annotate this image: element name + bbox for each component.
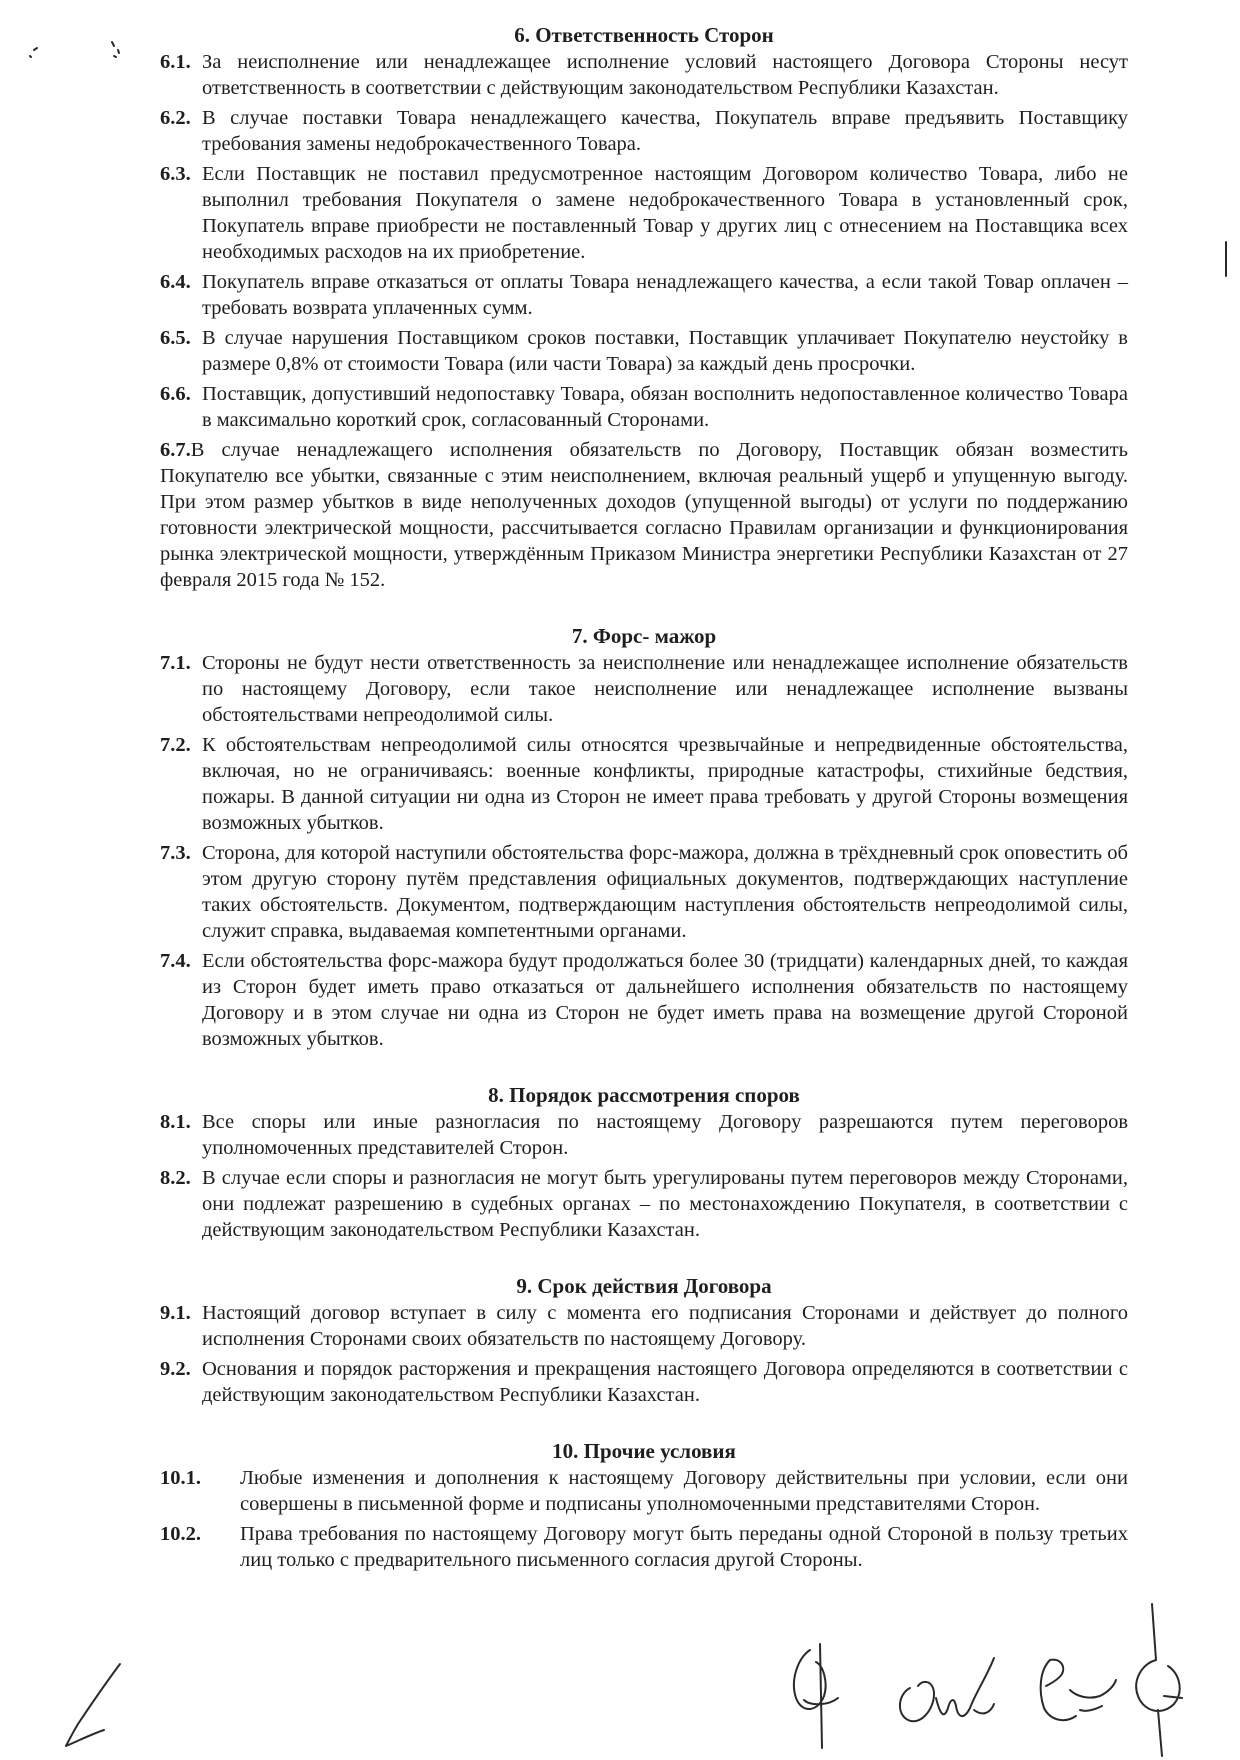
signature-initials-1 (780, 1640, 860, 1750)
clause-text: Покупатель вправе отказаться от оплаты Товара ненадлежащего качества, а если такой Товар оплачен – требовать возврата уплаченных сумм. (202, 271, 1128, 319)
clause-text: Права требования по настоящему Договору могут быть переданы одной Стороной в пользу третьих лиц только с предварительного письменного согласия другой Стороны. (240, 1523, 1128, 1571)
clause-number: 10.2. (160, 1523, 201, 1545)
clause-6-1 (160, 49, 1128, 101)
clause-text: Сторона, для которой наступили обстоятельства форс-мажора, должна в трёхдневный срок оповестить об этом другую сторону путём представления официальных документов, подтверждающих наступление таких обстоятельств. Документом, подтверждающим наступления обстоятельств непреодолимой силы, служит справка, выдаваемая компетентными органами. (202, 842, 1128, 942)
clause-number: 6.6. (160, 383, 191, 405)
contract-body (160, 22, 1128, 1573)
clause-number: 7.4. (160, 950, 191, 972)
clause-number: 9.2. (160, 1358, 191, 1380)
section-8-title: 8. Порядок рассмотрения споров (488, 1083, 800, 1107)
section-8 (160, 1082, 1128, 1243)
section-9 (160, 1273, 1128, 1408)
clause-number: 6.7. (160, 439, 191, 461)
clause-text: Все споры или иные разногласия по настоящему Договору разрешаются путем переговоров уполномоченных представителей Сторон. (202, 1111, 1128, 1159)
clause-10-1 (160, 1465, 1128, 1517)
clause-text: Любые изменения и дополнения к настоящему Договору действительны при условии, если они совершены в письменной форме и подписаны уполномоченными представителями Сторон. (240, 1467, 1128, 1515)
clause-7-2 (160, 732, 1128, 836)
clause-number: 6.5. (160, 327, 191, 349)
clause-number: 10.1. (160, 1467, 201, 1489)
clause-8-1 (160, 1109, 1128, 1161)
clause-7-4 (160, 948, 1128, 1052)
clause-text: Стороны не будут нести ответственность за неисполнение или ненадлежащее исполнение обязательств по настоящему Договору, если такое неисполнение или ненадлежащее исполнение вызваны обстоятельствами непреодолимой силы. (202, 652, 1128, 726)
scan-specks (28, 36, 128, 76)
clause-number: 8.2. (160, 1167, 191, 1189)
clause-text: В случае нарушения Поставщиком сроков поставки, Поставщик уплачивает Покупателю неустойку в размере 0,8% от стоимости Товара (или части Товара) за каждый день просрочки. (202, 327, 1128, 375)
section-6-title: 6. Ответственность Сторон (514, 23, 774, 47)
clause-6-5 (160, 325, 1128, 377)
clause-9-2 (160, 1356, 1128, 1408)
signature-initials-2 (890, 1648, 1000, 1738)
section-10 (160, 1438, 1128, 1573)
section-6 (160, 22, 1128, 593)
clause-text: В случае если споры и разногласия не могут быть урегулированы путем переговоров между Сторонами, они подлежат разрешению в судебных органах – по местонахождению Покупателя, в соответствии с действующим законодательством Республики Казахстан. (202, 1167, 1128, 1241)
clause-text: Поставщик, допустивший недопоставку Товара, обязан восполнить недопоставленное количество Товара в максимально короткий срок, согласованный Сторонами. (202, 383, 1128, 431)
clause-6-3 (160, 161, 1128, 265)
clause-number: 7.3. (160, 842, 191, 864)
section-9-title: 9. Срок действия Договора (516, 1274, 772, 1298)
clause-text: Настоящий договор вступает в силу с момента его подписания Сторонами и действует до полного исполнения Сторонами своих обязательств по настоящему Договору. (202, 1302, 1128, 1350)
clause-text: За неисполнение или ненадлежащее исполнение условий настоящего Договора Стороны несут ответственность в соответствии с действующим законодательством Республики Казахстан. (202, 51, 1128, 99)
clause-number: 7.1. (160, 652, 191, 674)
section-7-title: 7. Форс- мажор (571, 624, 717, 648)
clause-number: 6.1. (160, 51, 191, 73)
section-7 (160, 623, 1128, 1052)
clause-6-7 (160, 437, 1128, 593)
clause-text: Если обстоятельства форс-мажора будут продолжаться более 30 (тридцати) календарных дней, то каждая из Сторон будет иметь право отказаться от дальнейшего исполнения обязательств по настоящему Договору и в этом случае ни одна из Сторон не будет иметь права на возмещение другой Стороной возможных убытков. (202, 950, 1128, 1050)
clause-10-2 (160, 1521, 1128, 1573)
clause-text: Основания и порядок расторжения и прекращения настоящего Договора определяются в соответствии с действующим законодательством Республики Казахстан. (202, 1358, 1128, 1406)
pen-stroke-left (60, 1660, 130, 1750)
margin-tick-mark (1222, 240, 1232, 280)
clause-number: 6.2. (160, 107, 191, 129)
clause-text: В случае ненадлежащего исполнения обязательств по Договору, Поставщик обязан возместить Покупателю все убытки, связанные с этим неисполнением, включая реальный ущерб и упущенную выгоду. При этом размер убытков в виде неполученных доходов (упущенной выгоды) от услуги по поддержанию готовности электрической мощности, рассчитывается согласно Правилам организации и функционирования рынка электрической мощности, утверждённым Приказом Министра энергетики Республики Казахстан от 27 февраля 2015 года № 152. (160, 439, 1128, 591)
clause-6-4 (160, 269, 1128, 321)
clause-text: К обстоятельствам непреодолимой силы относятся чрезвычайные и непредвиденные обстоятельства, включая, но не ограничиваясь: военные конфликты, природные катастрофы, стихийные бедствия, пожары. В данной ситуации ни одна из Сторон не имеет права требовать у другой Стороны возмещения возможных убытков. (202, 734, 1128, 834)
clause-8-2 (160, 1165, 1128, 1243)
clause-number: 8.1. (160, 1111, 191, 1133)
clause-number: 6.4. (160, 271, 191, 293)
clause-number: 7.2. (160, 734, 191, 756)
clause-6-6 (160, 381, 1128, 433)
clause-text: Если Поставщик не поставил предусмотренное настоящим Договором количество Товара, либо не выполнил требования Покупателя о замене недоброкачественного Товара в установленный срок, Покупатель вправе приобрести не поставленный Товар у других лиц с отнесением на Поставщика всех необходимых расходов на их приобретение. (202, 163, 1128, 263)
clause-9-1 (160, 1300, 1128, 1352)
clause-number: 6.3. (160, 163, 191, 185)
clause-7-3 (160, 840, 1128, 944)
clause-7-1 (160, 650, 1128, 728)
signature-initials-3 (1010, 1650, 1120, 1740)
clause-text: В случае поставки Товара ненадлежащего качества, Покупатель вправе предъявить Поставщику требования замены недоброкачественного Товара. (202, 107, 1128, 155)
clause-number: 9.1. (160, 1302, 191, 1324)
section-10-title: 10. Прочие условия (552, 1439, 736, 1463)
signature-initials-4 (1122, 1600, 1202, 1760)
clause-6-2 (160, 105, 1128, 157)
